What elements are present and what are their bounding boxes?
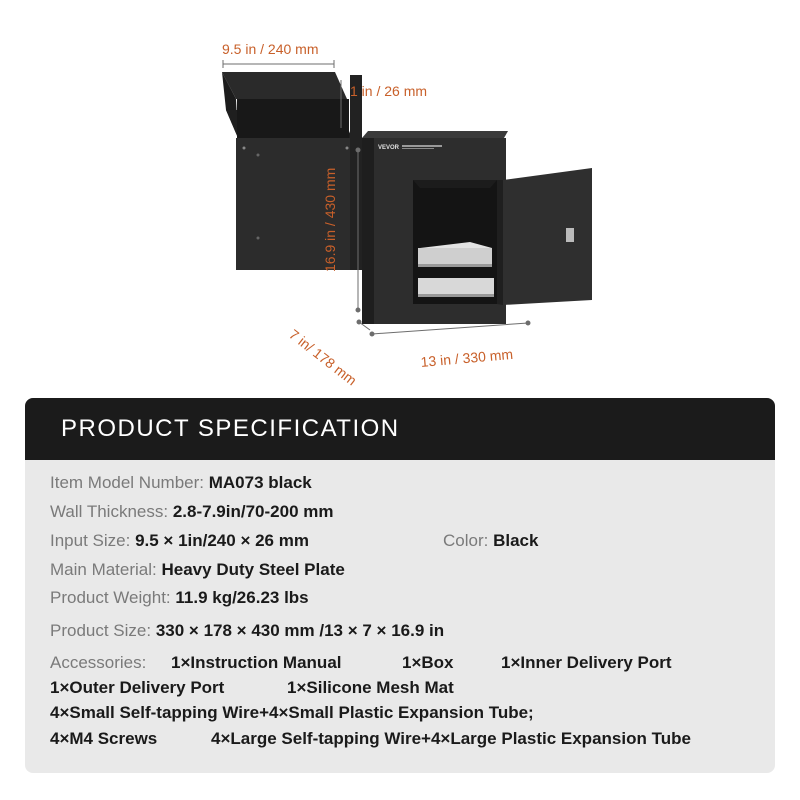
accessory-item: 4×Small Self-tapping Wire+4×Small Plastic Expansion Tube;	[50, 703, 534, 722]
spec-label-model: Item Model Number:	[50, 473, 204, 492]
product-illustration	[0, 0, 800, 395]
accessory-item: 1×Outer Delivery Port	[50, 678, 225, 697]
spec-label-wall: Wall Thickness:	[50, 502, 169, 521]
spec-row-model	[50, 473, 312, 493]
spec-label-size: Product Size:	[50, 621, 152, 640]
spec-row-color	[443, 531, 538, 551]
spec-card	[25, 398, 775, 773]
accessory-item: 4×Large Self-tapping Wire+4×Large Plastic Expansion Tube	[211, 729, 691, 748]
dimension-height: 16.9 in / 430 mm	[322, 167, 338, 272]
spec-value-color: Black	[493, 531, 539, 550]
spec-row-input	[50, 531, 309, 551]
spec-value-weight: 11.9 kg/26.23 lbs	[175, 588, 309, 607]
dimension-depth: 7 in/ 178 mm	[286, 326, 360, 389]
accessory-item: 1×Box	[402, 653, 454, 672]
spec-value-material: Heavy Duty Steel Plate	[161, 560, 345, 579]
dimension-length: 13 in / 330 mm	[420, 345, 514, 370]
accessory-item: 1×Inner Delivery Port	[501, 653, 672, 672]
spec-value-size: 330 × 178 × 430 mm /13 × 7 × 16.9 in	[155, 621, 445, 640]
spec-label-material: Main Material:	[50, 560, 157, 579]
safe-unit	[362, 131, 592, 324]
spec-label-weight: Product Weight:	[50, 588, 171, 607]
brand-logo: VEVOR	[378, 145, 400, 151]
spec-row-size	[50, 621, 444, 641]
spec-label-input: Input Size:	[50, 531, 131, 550]
spec-header	[25, 398, 775, 460]
spec-row-weight	[50, 588, 309, 608]
accessory-item: 4×M4 Screws	[50, 729, 158, 748]
accessories-label: Accessories:	[50, 653, 147, 672]
spec-row-material	[50, 560, 345, 580]
spec-value-input: 9.5 × 1in/240 × 26 mm	[135, 531, 309, 550]
spec-row-wall	[50, 502, 333, 522]
spec-value-model: MA073 black	[208, 473, 312, 492]
accessory-item: 1×Silicone Mesh Mat	[287, 678, 454, 697]
dimension-width: 9.5 in / 240 mm	[222, 41, 319, 57]
spec-value-wall: 2.8-7.9in/70-200 mm	[172, 502, 334, 521]
accessory-item: 1×Instruction Manual	[171, 653, 342, 672]
spec-label-color: Color:	[443, 531, 489, 550]
dimension-slot-depth: 1 in / 26 mm	[350, 83, 428, 99]
product-image-area	[0, 0, 800, 395]
spec-title: PRODUCT SPECIFICATION	[61, 415, 400, 442]
